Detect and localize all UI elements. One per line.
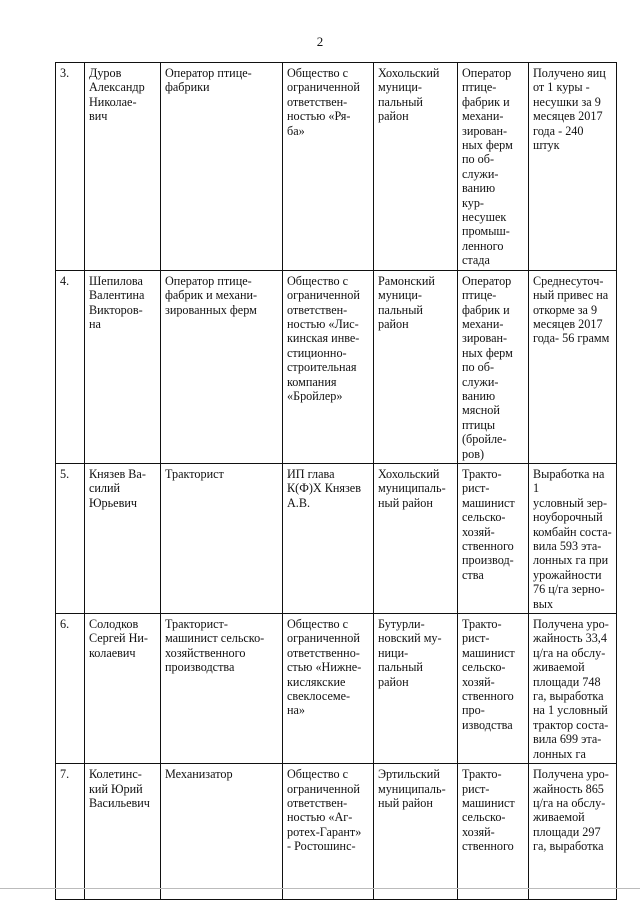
row-number-cell: 5.	[56, 463, 85, 613]
organization-cell: Общество с ограниченной ответствен- ностью «Аг- ротех-Гарант» - Ростошинс-	[283, 764, 374, 900]
awards-table	[55, 62, 617, 900]
table-row	[56, 270, 617, 463]
result-cell: Получено яиц от 1 куры - несушки за 9 месяцев 2017 года - 240 штук	[529, 63, 617, 271]
organization-cell: ИП глава К(Ф)Х Князев А.В.	[283, 463, 374, 613]
organization-cell: Общество с ограниченной ответствен- ностью «Ря- ба»	[283, 63, 374, 271]
district-cell: Рамонский муници- пальный район	[374, 270, 458, 463]
name-cell: Князев Ва- силий Юрьевич	[85, 463, 161, 613]
position-cell: Оператор птице- фабрик и механи- зированных ферм	[161, 270, 283, 463]
result-cell: Получена уро- жайность 865 ц/га на обслу- живаемой площади 297 га, выработка	[529, 764, 617, 900]
page-number: 2	[316, 34, 324, 49]
row-number-cell: 7.	[56, 764, 85, 900]
page-bottom-divider	[0, 888, 640, 889]
row-number-cell: 6.	[56, 614, 85, 764]
profession-cell: Оператор птице- фабрик и механи- зирован- ных ферм по об- служи- ванию мясной птицы (бройле- ров)	[458, 270, 529, 463]
table-row	[56, 764, 617, 900]
name-cell: Солодков Сергей Ни- колаевич	[85, 614, 161, 764]
organization-cell: Общество с ограниченной ответственно- стью «Нижне- кислякские свеклосеме- на»	[283, 614, 374, 764]
result-cell: Получена уро- жайность 33,4 ц/га на обслу- живаемой площади 748 га, выработка на 1 условный трактор соста- вила 699 эта- лонных га	[529, 614, 617, 764]
table-row	[56, 63, 617, 271]
name-cell: Дуров Александр Николае- вич	[85, 63, 161, 271]
position-cell: Оператор птице- фабрики	[161, 63, 283, 271]
name-cell: Колетинс- кий Юрий Васильевич	[85, 764, 161, 900]
district-cell: Эртильский муниципаль- ный район	[374, 764, 458, 900]
district-cell: Хохольский муници- пальный район	[374, 63, 458, 271]
row-number-cell: 4.	[56, 270, 85, 463]
profession-cell: Оператор птице- фабрик и механи- зирован- ных ферм по об- служи- ванию кур- несушек промыш- ленного стада	[458, 63, 529, 271]
result-cell: Среднесуточ- ный привес на откорме за 9 месяцев 2017 года- 56 грамм	[529, 270, 617, 463]
position-cell: Тракторист- машинист сельско- хозяйственного производства	[161, 614, 283, 764]
table-row	[56, 463, 617, 613]
profession-cell: Тракто- рист- машинист сельско- хозяй- ственного про- изводства	[458, 614, 529, 764]
name-cell: Шепилова Валентина Викторов- на	[85, 270, 161, 463]
position-cell: Тракторист	[161, 463, 283, 613]
position-cell: Механизатор	[161, 764, 283, 900]
district-cell: Бутурли- новский му- ници- пальный район	[374, 614, 458, 764]
row-number-cell: 3.	[56, 63, 85, 271]
organization-cell: Общество с ограниченной ответствен- ностью «Лис- кинская инве- стиционно- строительная компания «Бройлер»	[283, 270, 374, 463]
profession-cell: Тракто- рист- машинист сельско- хозяй- ственного	[458, 764, 529, 900]
district-cell: Хохольский муниципаль- ный район	[374, 463, 458, 613]
result-cell: Выработка на 1 условный зер- ноуборочный комбайн соста- вила 593 эта- лонных га при урожайности 76 ц/га зерно- вых	[529, 463, 617, 613]
profession-cell: Тракто- рист- машинист сельско- хозяй- ственного производ- ства	[458, 463, 529, 613]
table-row	[56, 614, 617, 764]
